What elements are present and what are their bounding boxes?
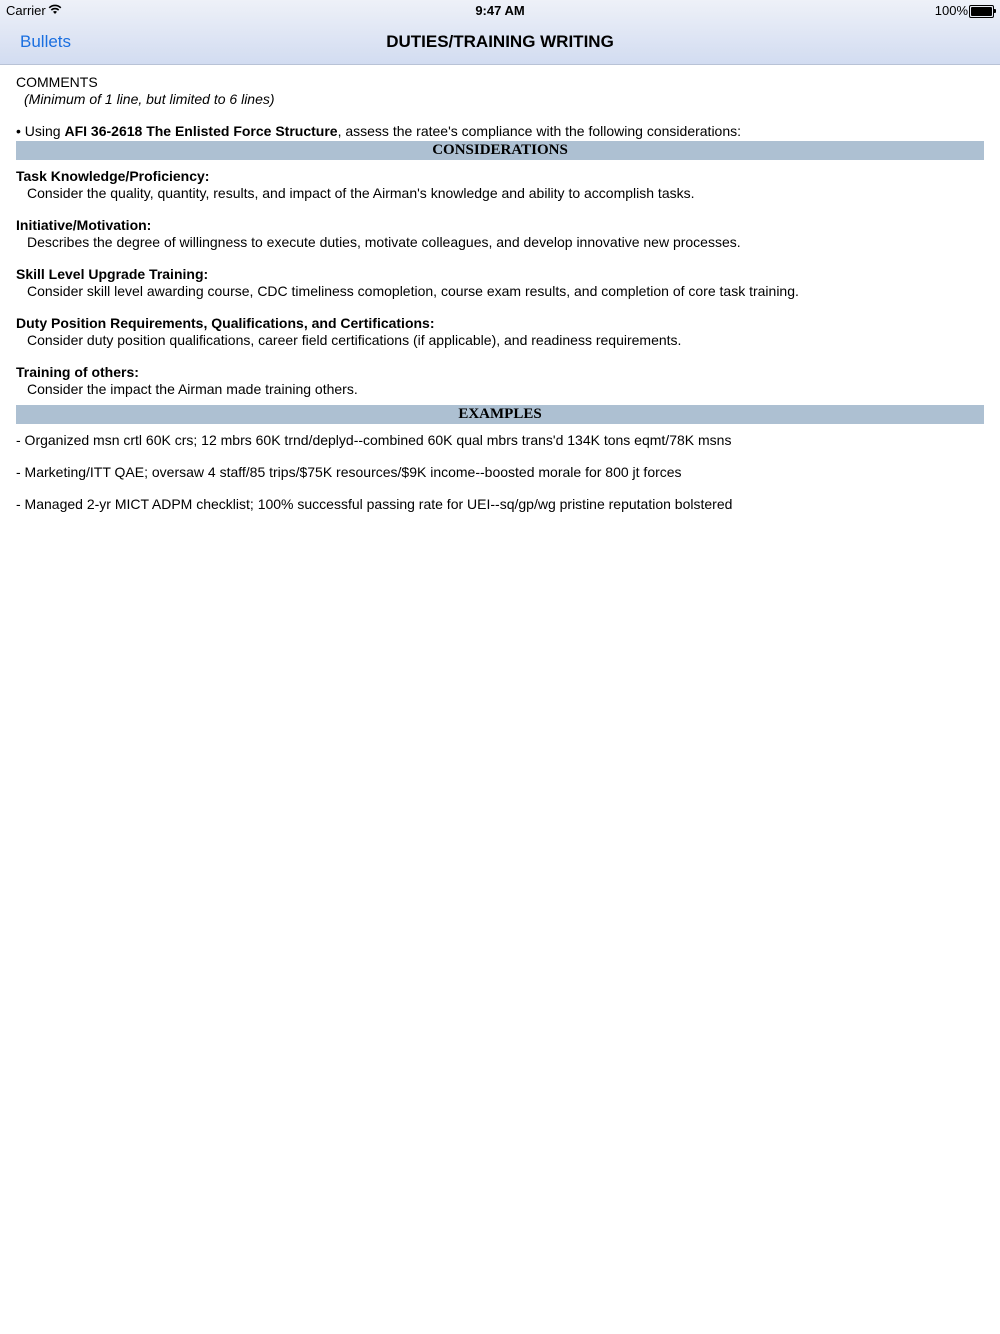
example-item: - Organized msn crtl 60K crs; 12 mbrs 60K trnd/deplyd--combined 60K qual mbrs trans'd 134K tons eqmt/78K msns [16,432,732,448]
example-item: - Managed 2-yr MICT ADPM checklist; 100% successful passing rate for UEI--sq/gp/wg pristine reputation bolstered [16,496,733,512]
intro-prefix: • Using [16,123,65,139]
consideration-title: Training of others: [16,364,139,380]
status-bar [0,0,1000,20]
consideration-title: Skill Level Upgrade Training: [16,266,209,282]
consideration-title: Task Knowledge/Proficiency: [16,168,210,184]
consideration-description: Consider the quality, quantity, results, and impact of the Airman's knowledge and ability to accomplish tasks. [27,185,695,201]
intro-text [16,123,984,140]
consideration-item [16,217,984,251]
comments-note: (Minimum of 1 line, but limited to 6 lines) [24,91,275,107]
example-item: - Marketing/ITT QAE; oversaw 4 staff/85 trips/$75K resources/$9K income--boosted morale for 800 jt forces [16,464,682,480]
consideration-description: Consider skill level awarding course, CDC timeliness comopletion, course exam results, and completion of core task training. [27,283,799,299]
consideration-item [16,364,984,398]
consideration-title: Initiative/Motivation: [16,217,152,233]
navigation-bar [0,0,1000,65]
consideration-item [16,168,984,202]
consideration-description: Consider the impact the Airman made training others. [27,381,358,397]
back-button[interactable]: Bullets [20,32,72,51]
comments-title: COMMENTS [16,74,98,90]
consideration-item [16,315,984,349]
consideration-description: Consider duty position qualifications, career field certifications (if applicable), and readiness requirements. [27,332,682,348]
status-time: 9:47 AM [475,3,525,18]
consideration-description: Describes the degree of willingness to execute duties, motivate colleagues, and develop innovative new processes. [27,234,741,250]
battery-percent: 100% [934,3,968,18]
consideration-title: Duty Position Requirements, Qualifications, and Certifications: [16,315,435,331]
carrier-label: Carrier [6,3,46,18]
content-area[interactable] [16,74,984,513]
considerations-header: CONSIDERATIONS [16,141,984,160]
consideration-item [16,266,984,300]
page-title: DUTIES/TRAINING WRITING [386,32,614,51]
intro-reference: AFI 36-2618 The Enlisted Force Structure [64,123,338,139]
examples-header: EXAMPLES [16,405,984,424]
battery-icon [969,5,994,18]
intro-suffix: , assess the ratee's compliance with the following considerations: [337,123,742,139]
